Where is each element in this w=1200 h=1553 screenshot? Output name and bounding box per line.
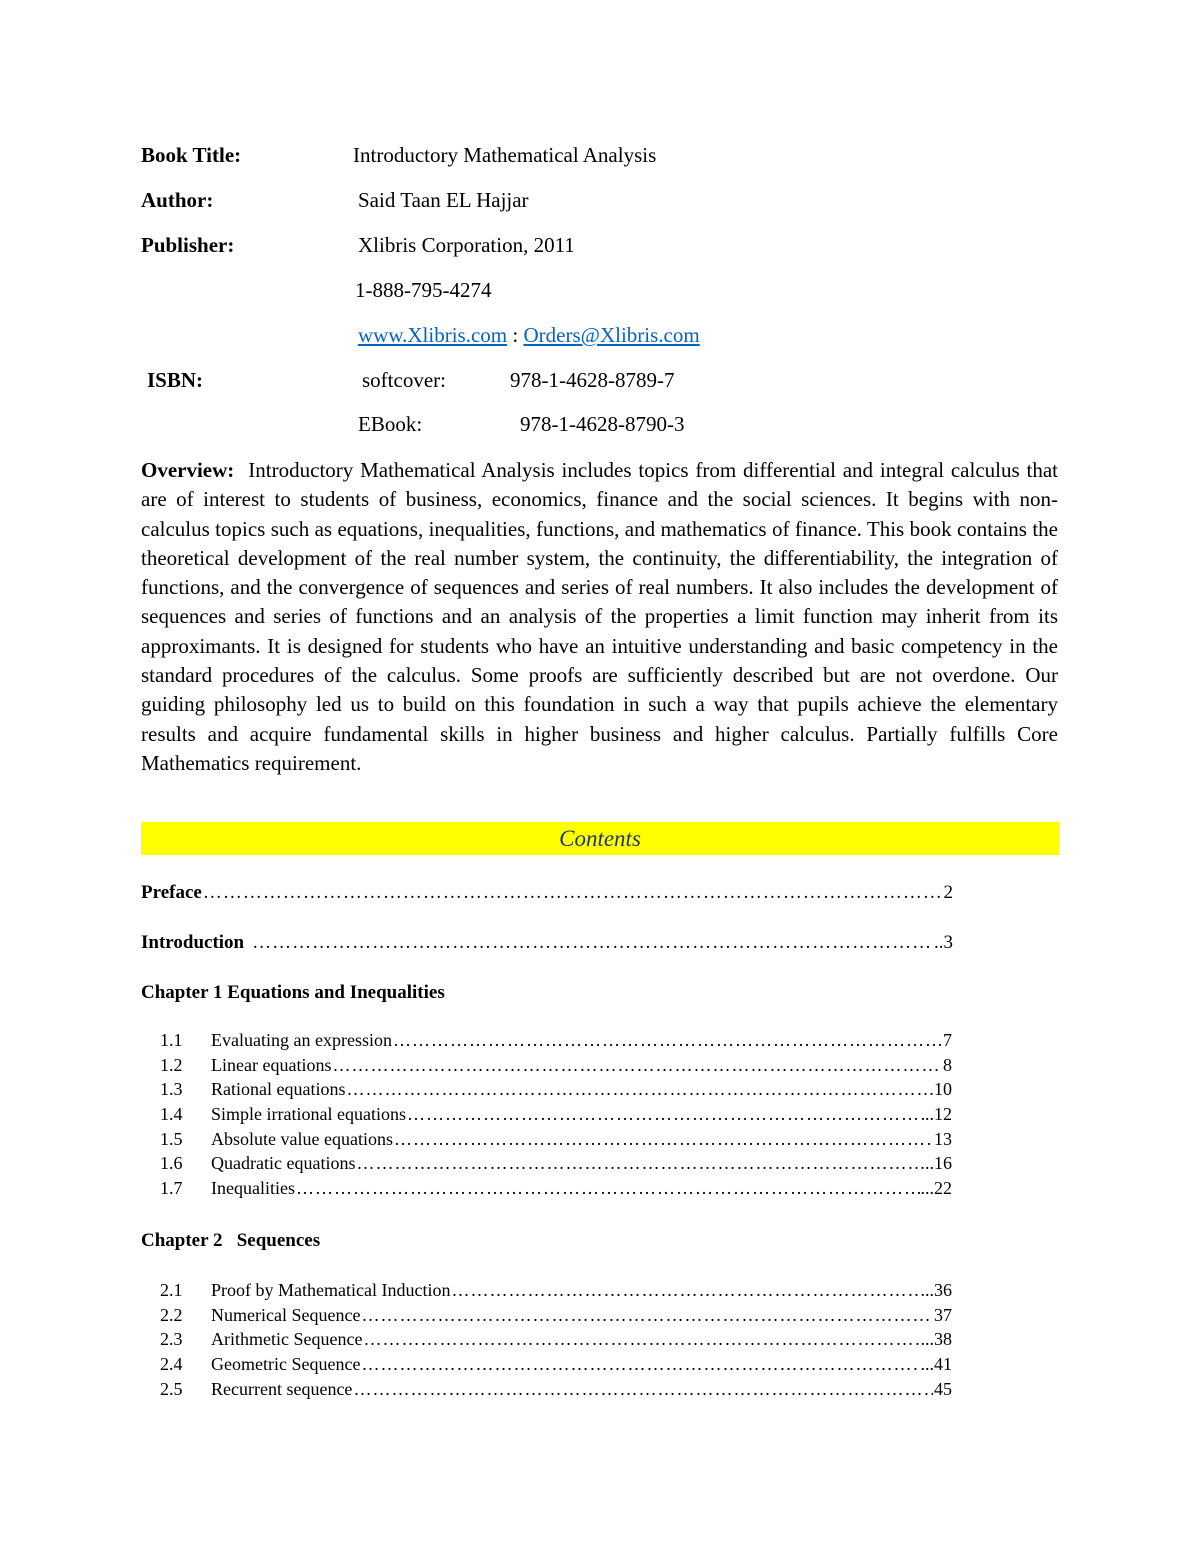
toc-item-page: 10 [934, 1079, 952, 1100]
toc-list-item[interactable] [160, 1153, 952, 1178]
contents-banner [141, 822, 1059, 855]
toc-item-page: ...22 [920, 1178, 952, 1199]
toc-list-item[interactable] [160, 1354, 952, 1379]
toc-item-number: 1.4 [160, 1104, 183, 1125]
toc-item-page: ..12 [925, 1104, 952, 1125]
book-title: Introductory Mathematical Analysis [353, 143, 657, 167]
toc-item-number: 1.5 [160, 1128, 183, 1149]
publisher-name: Xlibris Corporation, 2011 [358, 233, 575, 257]
toc-item-number: 1.3 [160, 1079, 183, 1100]
toc-item-number: 2.1 [160, 1280, 183, 1300]
toc-item-page: 45 [934, 1378, 952, 1399]
toc-item-title: Geometric Sequence [211, 1354, 361, 1375]
toc-list-item[interactable] [160, 1104, 952, 1129]
toc-chapter-2-list [160, 1280, 952, 1403]
toc-item-number: 2.4 [160, 1354, 183, 1375]
toc-item-title: Arithmetic Sequence [211, 1329, 363, 1350]
toc-entry-title: Preface [141, 882, 202, 903]
toc-entry-introduction[interactable] [141, 932, 953, 954]
toc-leader-dots [361, 1305, 933, 1326]
isbn-ebook-label: EBook: [358, 412, 423, 436]
toc-leader-dots [296, 1178, 920, 1199]
toc-chapter-1-list [160, 1030, 952, 1203]
toc-chapter-1-title[interactable]: Chapter 1 Equations and Inequalities [141, 982, 445, 1003]
toc-item-page: 7 [943, 1030, 952, 1050]
toc-item-number: 1.6 [160, 1153, 183, 1174]
isbn-ebook: 978-1-4628-8790-3 [520, 412, 685, 436]
toc-leader-dots [407, 1104, 924, 1125]
toc-leader-dots [394, 1129, 933, 1150]
isbn-label: ISBN: [147, 368, 204, 392]
toc-leader-dots [203, 882, 943, 904]
overview-label: Overview: [141, 458, 235, 482]
toc-item-number: 2.3 [160, 1329, 183, 1350]
toc-list-item[interactable] [160, 1329, 952, 1354]
toc-list-item[interactable] [160, 1379, 952, 1404]
publisher-phone: 1-888-795-4274 [355, 278, 492, 302]
toc-list-item[interactable] [160, 1030, 952, 1055]
toc-item-page: ...38 [920, 1329, 952, 1350]
toc-chapter-2-title[interactable]: Chapter 2 Sequences [141, 1230, 321, 1251]
toc-item-title: Evaluating an expression [211, 1030, 392, 1050]
toc-item-title: Simple irrational equations [211, 1104, 406, 1125]
toc-item-title: Absolute value equations [211, 1128, 393, 1149]
toc-item-title: Proof by Mathematical Induction [211, 1280, 451, 1300]
author-label: Author: [141, 188, 214, 212]
toc-list-item[interactable] [160, 1079, 952, 1104]
toc-item-page: 8 [943, 1054, 952, 1075]
toc-leader-dots [252, 932, 933, 954]
publisher-contact [358, 323, 700, 348]
toc-leader-dots [363, 1329, 919, 1350]
toc-leader-dots [332, 1055, 942, 1076]
toc-list-item[interactable] [160, 1055, 952, 1080]
toc-leader-dots [346, 1079, 933, 1100]
book-title-label: Book Title: [141, 143, 242, 167]
toc-item-title: Linear equations [211, 1054, 332, 1075]
toc-item-title: Recurrent sequence [211, 1378, 353, 1399]
toc-item-page: ...41 [920, 1354, 952, 1375]
toc-item-number: 2.2 [160, 1304, 183, 1325]
contents-heading: Contents [559, 826, 641, 851]
toc-item-title: Inequalities [211, 1178, 295, 1199]
toc-leader-dots [353, 1379, 933, 1400]
overview-text: Introductory Mathematical Analysis includes topics from differential and integral calculus that are of interest to students of business, economics, finance and the social sciences. It begins with non-calculus topics such as equations, inequalities, functions, and mathematics of finance. This book contains the theoretical development of the real number system, the continuity, the differentiability, the integration of functions, and the convergence of sequences and series of real numbers. It also includes the development of sequences and series of functions and an analysis of the properties a limit function may inherit from its approximants. It is designed for students who have an intuitive understanding and basic competency in the standard procedures of the calculus. Some proofs are sufficiently described but are not overdone. Our guiding philosophy led us to build on this foundation in such a way that pupils achieve the elementary results and acquire fundamental skills in higher business and higher calculus. Partially fulfills Core Mathematics requirement. [141, 458, 1058, 775]
toc-list-item[interactable] [160, 1280, 952, 1305]
toc-entry-title: Introduction [141, 932, 245, 953]
toc-item-page: 37 [934, 1304, 952, 1325]
toc-item-number: 1.7 [160, 1178, 183, 1199]
toc-item-page: 13 [934, 1128, 952, 1149]
toc-list-item[interactable] [160, 1178, 952, 1203]
toc-item-page: ...36 [920, 1280, 952, 1300]
toc-entry-preface[interactable] [141, 882, 953, 904]
toc-item-title: Quadratic equations [211, 1153, 356, 1174]
toc-leader-dots [356, 1153, 924, 1174]
toc-leader-dots [451, 1280, 919, 1301]
contact-separator: : [507, 323, 524, 347]
isbn-softcover-label: softcover: [362, 368, 446, 392]
toc-item-title: Rational equations [211, 1079, 346, 1100]
toc-item-title: Numerical Sequence [211, 1304, 361, 1325]
toc-item-number: 1.1 [160, 1030, 183, 1050]
toc-entry-page: 2 [943, 882, 953, 903]
email-link[interactable]: Orders@Xlibris.com [523, 323, 700, 347]
toc-item-number: 2.5 [160, 1378, 183, 1399]
isbn-softcover: 978-1-4628-8789-7 [510, 368, 675, 392]
author-name: Said Taan EL Hajjar [358, 188, 529, 212]
website-link[interactable]: www.Xlibris.com [358, 323, 508, 347]
toc-leader-dots [361, 1354, 919, 1375]
toc-entry-page: ..3 [934, 932, 953, 953]
toc-item-number: 1.2 [160, 1054, 183, 1075]
overview-paragraph [141, 456, 1058, 778]
toc-list-item[interactable] [160, 1305, 952, 1330]
toc-list-item[interactable] [160, 1129, 952, 1154]
toc-item-page: ..16 [925, 1153, 952, 1174]
publisher-label: Publisher: [141, 233, 235, 257]
toc-leader-dots [393, 1030, 942, 1051]
